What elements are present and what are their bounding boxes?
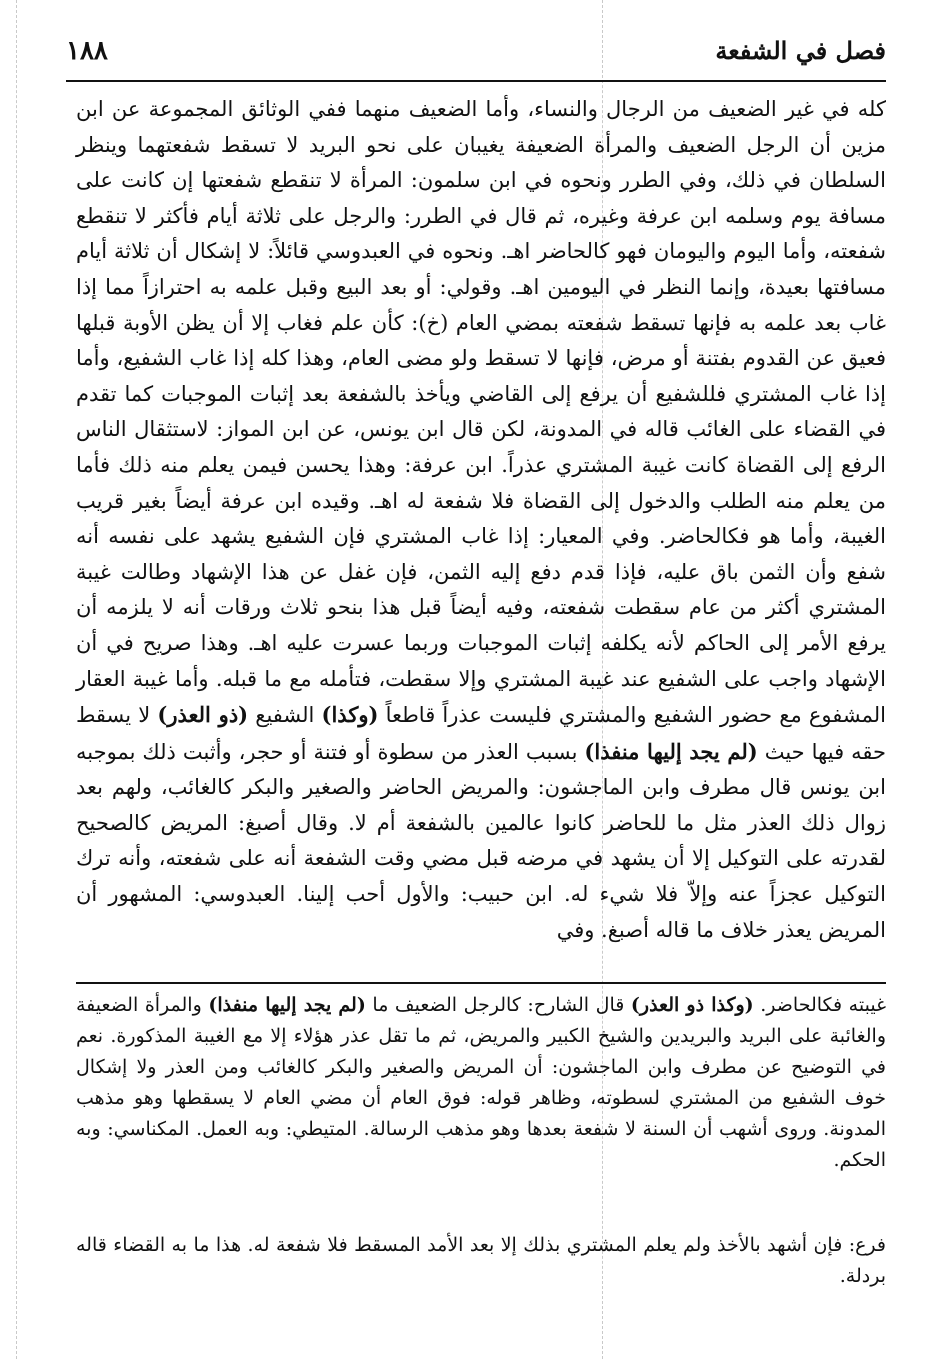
verse-phrase-3: (لم يجد إليها منفذا) (584, 738, 758, 764)
main-text (76, 92, 886, 1002)
header-rule (66, 80, 886, 82)
main-connector-1: الشفيع (248, 703, 322, 728)
note-text-1: غيبته فكالحاضر. (753, 994, 886, 1016)
main-paragraph-2: بسبب العذر من سطوة أو فتنة أو حجر، وأثبت ذلك بموجبه ابن يونس قال مطرف وابن الماجشون: والمريض الحاضر والصغير والبكر كالغائب، ولهم بعد زوال ذلك العذر مثل ما للحاضر كانوا عالمين بالشفعة أم لا. وقال أصبغ: المريض كالصحيح لقدرته على التوكيل إلا أن يشهد في مرضه قبل مضي وقت الشفعة أنه على شفعته، وأنه ترك التوكيل عجزاً عنه وإلاّ فلا شيء له. ابن حبيب: والأول أحب إلينا. العبدوسي: المشهور أن المريض يعذر خلاف ما قاله أصبغ. وفي (76, 739, 886, 942)
verse-phrase-1: (وكذا) (321, 702, 379, 728)
footnote-rule (76, 982, 886, 984)
page-header (66, 36, 886, 86)
note-text-3: والمرأة الضعيفة والغائبة على البريد والبريدين والشيخ الكبير والمريض، ثم ما تقل عذر هؤلاء إلا مع الغيبة المذكورة. نعم في التوضيح عن مطرف وابن الماجشون: أن المريض والصغير والبكر كالغائب ومن العذر ولا إشكال خوف الشفيع من المشتري لسطوته، وظاهر قوله: فوق العام أن مضي العام لا يسقطها وهو مذهب المدونة. وروى أشهب أن السنة لا شفعة بعدها وهو مذهب الرسالة. المتيطي: وبه العمل. المكناسي: وبه الحكم. (76, 994, 886, 1171)
page-number: ١٨٨ (66, 36, 108, 66)
note-verse-2: (لم يجد إليها منفذا) (208, 994, 366, 1016)
main-paragraph-1: كله في غير الضعيف من الرجال والنساء، وأما الضعيف منهما ففي الوثائق المجموعة عن ابن مزين أن الرجل الضعيف والمرأة الضعيفة يغيبان على نحو البريد لا تسقط شفعتهما وينظر السلطان في ذلك، وفي الطرر ونحوه في ابن سلمون: المرأة لا تنقطع شفعتها إن كانت على مسافة يوم وسلمه ابن عرفة وغيره، ثم قال في الطرر: والرجل على ثلاثة أيام فأكثر لا تنقطع شفعته، وأما اليوم واليومان فهو كالحاضر اهـ. ونحوه في العبدوسي قائلاً: لا إشكال أن ثلاثة أيام مسافتها بعيدة، وإنما النظر في اليومين اهـ. وقولي: أو بعد البيع وقبل علمه به احترازاً مما إذا غاب بعد علمه به فإنها تسقط شفعته بمضي العام (خ): كأن علم فغاب إلا أن يظن الأوبة قبلها فعيق عن القدوم بفتنة أو مرض، فإنها لا تسقط ولو مضى العام، وهذا كله إذا غاب الشفيع، وأما إذا غاب المشتري فللشفيع أن يرفع إلى القاضي ويأخذ بالشفعة بعد إثبات الموجبات كما تقدم في القضاء على الغائب قاله في المدونة، لكن قال ابن يونس، عن ابن المواز: لاستثقال الناس الرفع إلى القضاة كانت غيبة المشتري عذراً. ابن عرفة: وهذا يحسن فيمن يعلم منه ذلك فأما من يعلم منه الطلب والدخول إلى القضاة فلا شفعة له اهـ. وقيده ابن عرفة أيضاً بغير قريب الغيبة، وأما هو فكالحاضر. وفي المعيار: إذا غاب المشتري فإن الشفيع يشهد على نفسه أنه شفع وأن الثمن باق عليه، فإذا قدم دفع إليه الثمن، فإن غفل عن هذا الإشهاد وطالت غيبة المشتري أكثر من عام سقطت شفعته، وفيه أيضاً قبل هذا بنحو ثلاث ورقات أنه لا يلزمه أن يرفع الأمر إلى الحاكم لأنه يكلفه إثبات الموجبات وربما عسرت عليه اهـ. وهذا صريح في أن الإشهاد واجب على الشفيع عند غيبة المشتري وإلا سقطت، فتأمله مع ما قبله. وأما غيبة العقار المشفوع مع حضور الشفيع والمشتري فليست عذراً قاطعاً (76, 97, 887, 728)
commentary-note (76, 990, 886, 1176)
scan-line-left (16, 0, 17, 1359)
note-text-2: قال الشارح: كالرجل الضعيف ما (365, 994, 631, 1016)
note-verse-1: (وكذا ذو العذر) (630, 994, 754, 1016)
running-title: فصل في الشفعة (715, 36, 886, 65)
main-connector-2: لا يسقط حقه فيها حيث (76, 703, 886, 764)
verse-phrase-2: (ذو العذر) (157, 702, 249, 728)
book-page (66, 36, 886, 1326)
branch-note: فرع: فإن أشهد بالأخذ ولم يعلم المشتري بذلك إلا بعد الأمد المسقط فلا شفعة له. هذا ما به القضاء قاله بردلة. (76, 1234, 886, 1287)
